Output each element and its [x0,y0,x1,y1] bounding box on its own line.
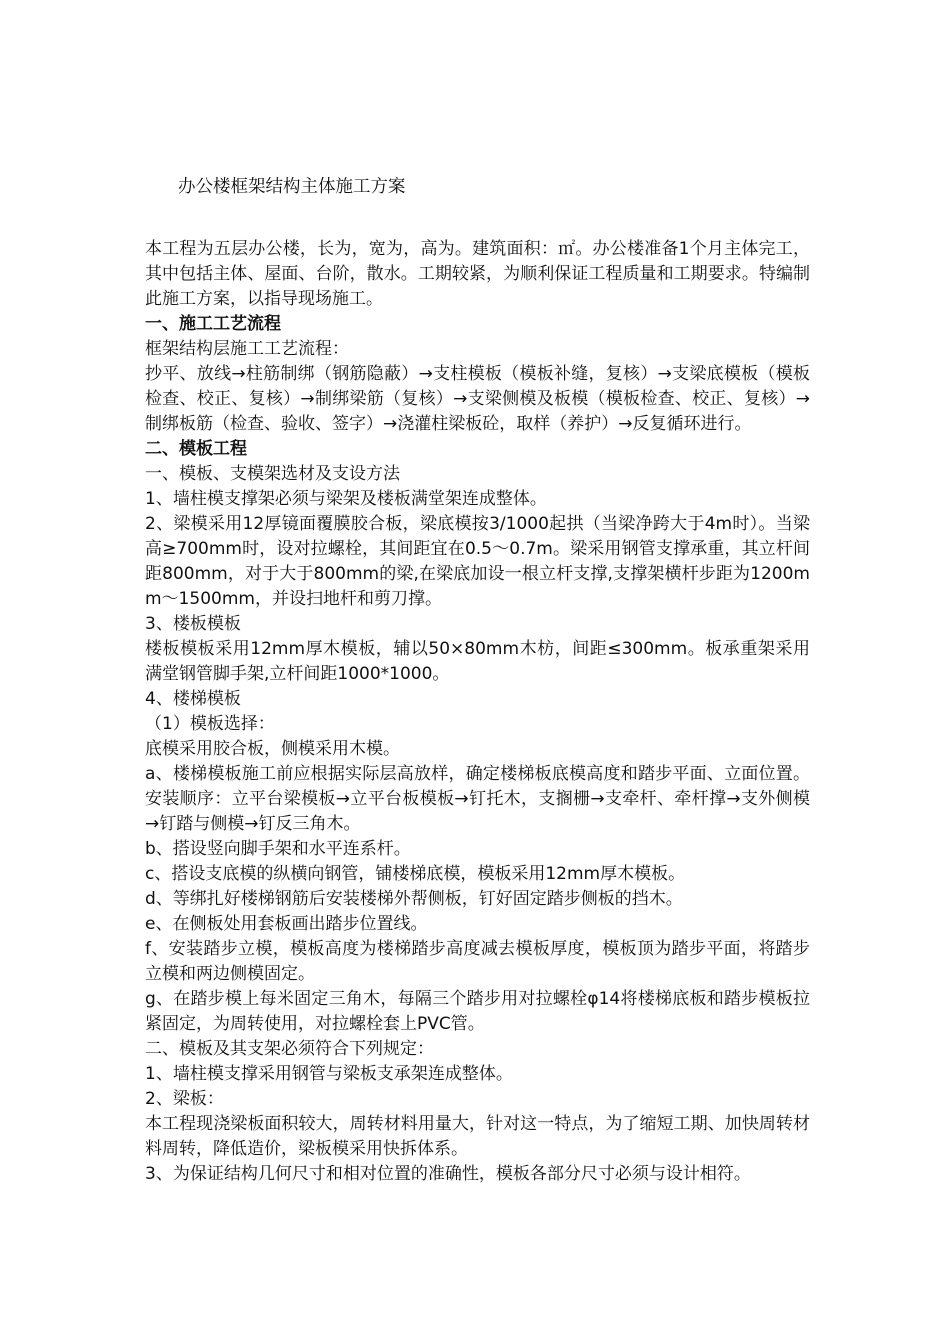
paragraph-list [145,237,810,1187]
document-title: 办公楼框架结构主体施工方案 [178,177,406,197]
document-body [145,173,810,1187]
paragraph: 2、梁板： [145,1089,224,1109]
paragraph: d、等绑扎好楼梯钢筋后安装楼梯外帮侧板，钉好固定踏步侧板的挡木。 [145,889,683,909]
paragraph: 本工程为五层办公楼，长为，宽为，高为。建筑面积：㎡。办公楼准备1个月主体完工，其中包括主体、屋面、台阶，散水。工期较紧，为顺利保证工程质量和工期要求。特编制此施工方案，以指导现场施工。 [145,239,810,309]
paragraph: a、楼梯模板施工前应根据实际层高放样，确定楼梯板底模高度和踏步平面、立面位置。安装顺序：立平台梁模板→立平台板模板→钉托木，支搁栅→支牵杆、牵杆撑→支外侧模→钉踏与侧模→钉反三角木。 [145,764,810,834]
paragraph: b、搭设竖向脚手架和水平连系杆。 [145,839,411,859]
paragraph: 1、墙柱模支撑架必须与梁架及楼板满堂架连成整体。 [145,489,547,509]
paragraph: e、在侧板处用套板画出踏步位置线。 [145,914,428,934]
paragraph: 4、楼梯模板 [145,689,241,709]
paragraph: 二、模板及其支架必须符合下列规定： [145,1039,434,1059]
paragraph: g、在踏步模上每米固定三角木，每隔三个踏步用对拉螺栓φ14将楼梯底板和踏步模板拉紧固定，为周转使用，对拉螺栓套上PVC管。 [145,989,810,1034]
paragraph: 抄平、放线→柱筋制绑（钢筋隐蔽）→支柱模板（模板补缝，复核）→支梁底模板（模板检查、校正、复核）→制绑梁筋（复核）→支梁侧模及板模（模板检查、校正、复核）→制绑板筋（检查、验收、签字）→浇灌柱梁板砼，取样（养护）→反复循环进行。 [145,364,810,434]
paragraph: f、安装踏步立模，模板高度为楼梯踏步高度减去模板厚度，模板顶为踏步平面，将踏步立模和两边侧模固定。 [145,939,810,984]
paragraph: 底模采用胶合板，侧模采用木模。 [145,739,400,759]
paragraph: 框架结构层施工工艺流程： [145,339,349,359]
paragraph: 3、楼板模板 [145,614,241,634]
section-heading: 一、施工工艺流程 [145,314,281,334]
paragraph: 本工程现浇梁板面积较大，周转材料用量大，针对这一特点，为了缩短工期、加快周转材料周转，降低造价，梁板模采用快拆体系。 [145,1114,810,1159]
paragraph: 3、为保证结构几何尺寸和相对位置的准确性，模板各部分尺寸必须与设计相符。 [145,1164,751,1184]
paragraph: 2、梁模采用12厚镜面覆膜胶合板，梁底模按3/1000起拱（当梁净跨大于4m时）。当梁高≥700mm时，设对拉螺栓，其间距宜在0.5～0.7m。梁采用钢管支撑承重，其立杆间距800mm，对于大于800mm的梁,在梁底加设一根立杆支撑,支撑架横杆步距为1200mm～1500mm，并设扫地杆和剪刀撑。 [145,514,810,609]
paragraph: （1）模板选择： [145,714,275,734]
paragraph: c、搭设支底模的纵横向钢管，铺楼梯底模，模板采用12mm厚木模板。 [145,864,686,884]
paragraph: 楼板模板采用12mm厚木模板，辅以50×80mm木枋，间距≤300mm。板承重架采用满堂钢管脚手架,立杆间距1000*1000。 [145,639,810,684]
section-heading: 二、模板工程 [145,439,247,459]
paragraph: 1、墙柱模支撑采用钢管与梁板支承架连成整体。 [145,1064,513,1084]
paragraph: 一、模板、支模架选材及支设方法 [145,464,400,484]
